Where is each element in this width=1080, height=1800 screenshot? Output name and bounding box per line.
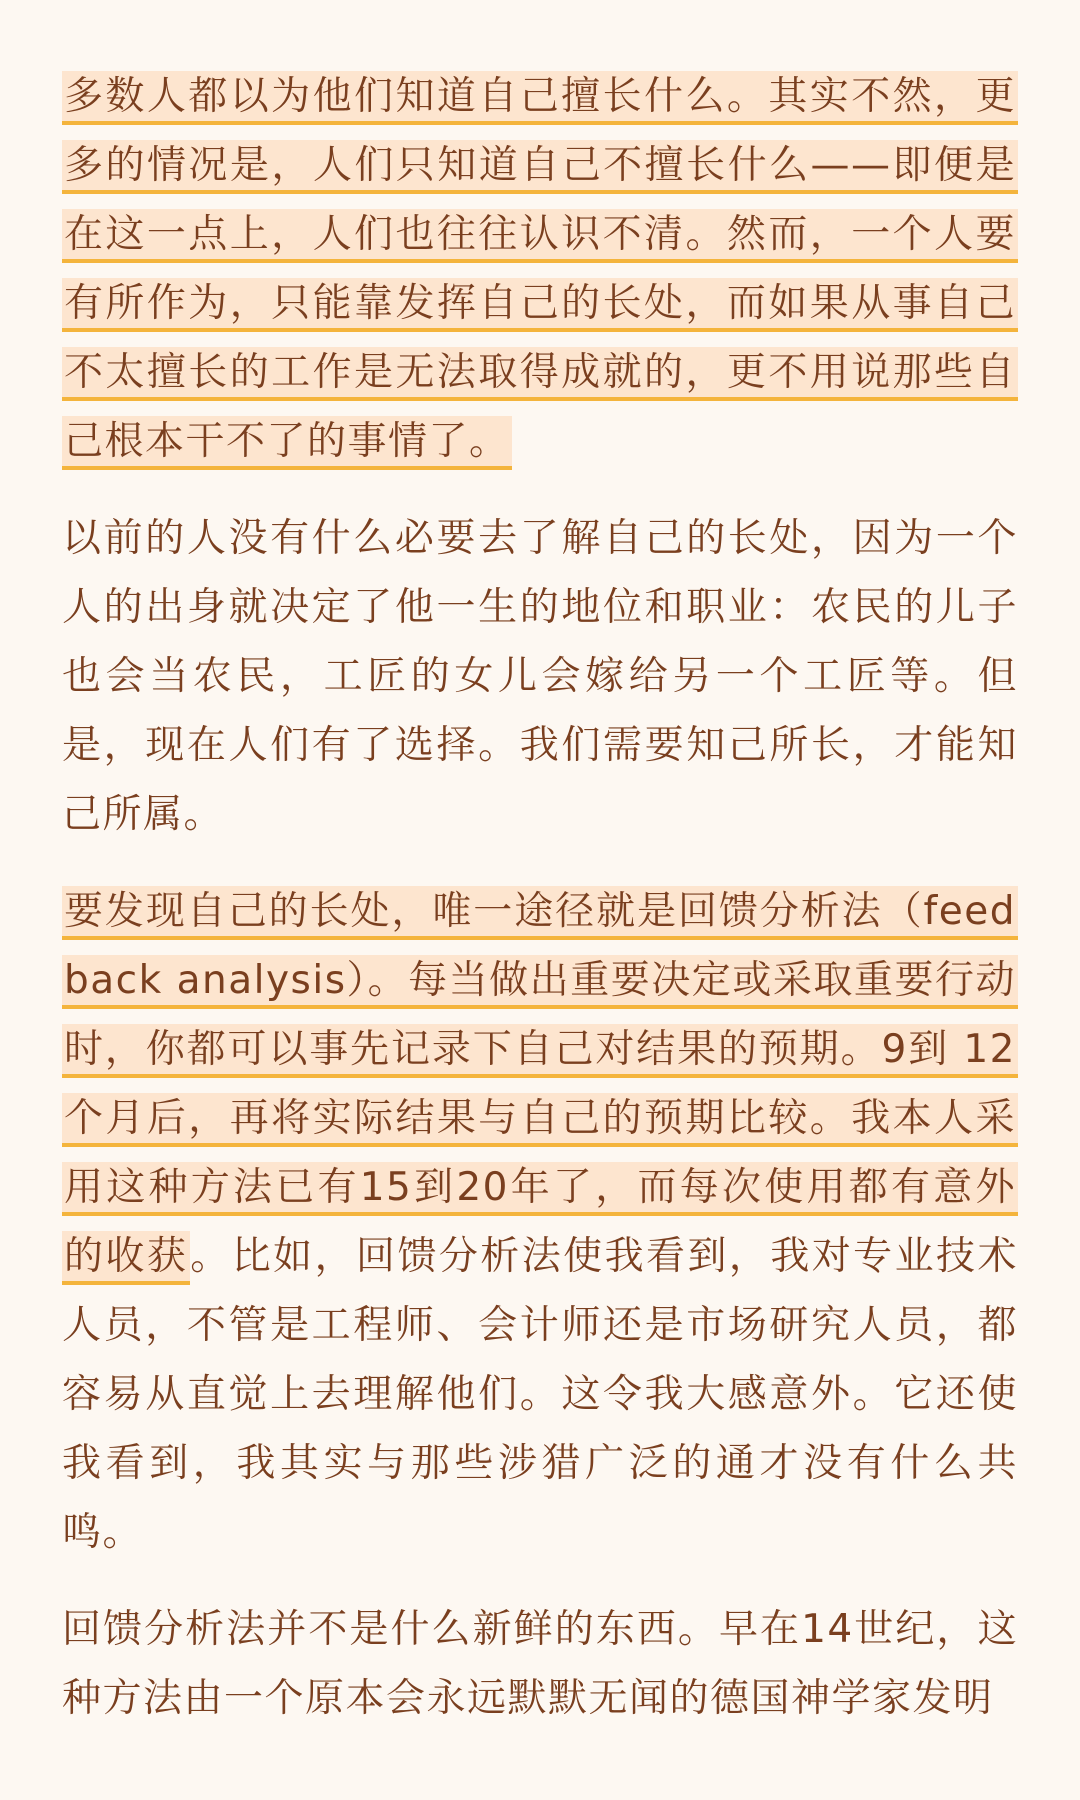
paragraph-3-rest: 。比如，回馈分析法使我看到，我对专业技术人员，不管是工程师、会计师还是市场研究人员，都容易从直觉上去理解他们。这令我大感意外。它还使我看到，我其实与那些涉猎广泛的通才没有什么共鸣。 bbox=[62, 1234, 1018, 1555]
paragraph-3 bbox=[62, 877, 1018, 1567]
highlighted-text-3: 要发现自己的长处，唯一途径就是回馈分析法（feedback analysis）。每当做出重要决定或采取重要行动时，你都可以事先记录下自己对结果的预期。9到 12个月后，再将实际结果与自己的预期比较。我本人采用这种方法已有15到20年了，而每次使用都有意外的收获 bbox=[62, 886, 1018, 1285]
paragraph-2: 以前的人没有什么必要去了解自己的长处，因为一个人的出身就决定了他一生的地位和职业：农民的儿子也会当农民，工匠的女儿会嫁给另一个工匠等。但是，现在人们有了选择。我们需要知己所长，才能知己所属。 bbox=[62, 516, 1018, 837]
highlighted-text-1: 多数人都以为他们知道自己擅长什么。其实不然，更多的情况是，人们只知道自己不擅长什么——即便是在这一点上，人们也往往认识不清。然而，一个人要有所作为，只能靠发挥自己的长处，而如果从事自己不太擅长的工作是无法取得成就的，更不用说那些自己根本干不了的事情了。 bbox=[62, 71, 1018, 470]
paragraph-4: 回馈分析法并不是什么新鲜的东西。早在14世纪，这种方法由一个原本会永远默默无闻的德国神学家发明 bbox=[62, 1607, 1018, 1721]
paragraph-1 bbox=[62, 62, 1018, 476]
